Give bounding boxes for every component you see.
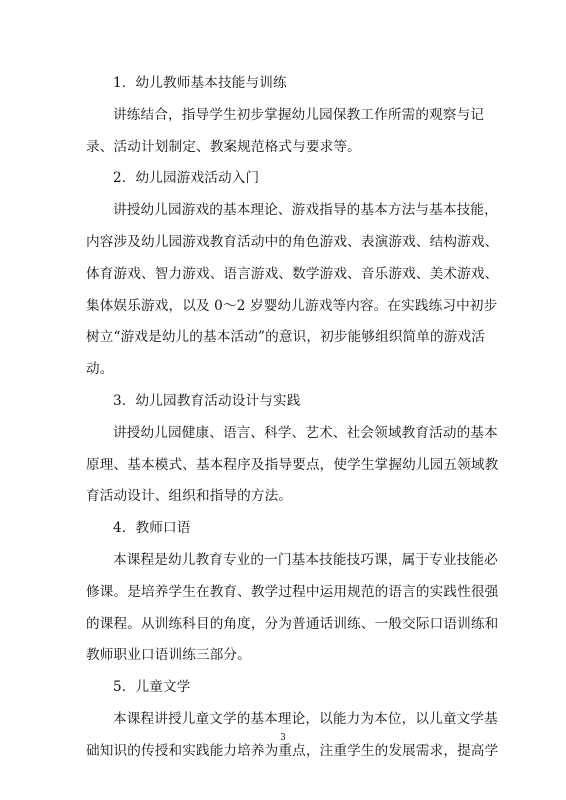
paragraph-line: 本课程讲授儿童文学的基本理论，以能力为本位，以儿童文学基 bbox=[113, 710, 498, 727]
paragraph-line: 体育游戏、智力游戏、语言游戏、数学游戏、音乐游戏、美术游戏、 bbox=[86, 265, 499, 282]
document-body bbox=[86, 68, 499, 768]
paragraph-line: 讲授幼儿园健康、语言、科学、艺术、社会领域教育活动的基本 bbox=[113, 424, 498, 441]
section-heading-5: 5．儿童文学 bbox=[113, 679, 191, 696]
paragraph-line: 原理、基本模式、基本程序及指导要点，使学生掌握幼儿园五领域教 bbox=[86, 456, 499, 473]
paragraph-line: 育活动设计、组织和指导的方法。 bbox=[86, 488, 293, 505]
section-heading-4: 4．教师口语 bbox=[113, 520, 191, 537]
paragraph-line: 树立“游戏是幼儿的基本活动”的意识，初步能够组织简单的游戏活 bbox=[86, 329, 486, 346]
paragraph-line: 动。 bbox=[86, 361, 114, 378]
paragraph-line: 录、活动计划制定、教案规范格式与要求等。 bbox=[86, 138, 361, 155]
paragraph-line: 集体娱乐游戏，以及 0～2 岁婴幼儿游戏等内容。在实践练习中初步 bbox=[86, 297, 498, 314]
paragraph-line: 本课程是幼儿教育专业的一门基本技能技巧课，属于专业技能必 bbox=[113, 551, 498, 568]
section-heading-1: 1．幼儿教师基本技能与训练 bbox=[113, 75, 287, 91]
page-number: 3 bbox=[280, 733, 286, 743]
paragraph-line: 讲授幼儿园游戏的基本理论、游戏指导的基本方法与基本技能， bbox=[113, 202, 498, 219]
paragraph-line: 础知识的传授和实践能力培养为重点，注重学生的发展需求，提高学 bbox=[86, 742, 499, 759]
section-heading-3: 3．幼儿园教育活动设计与实践 bbox=[113, 392, 301, 409]
paragraph-line: 教师职业口语训练三部分。 bbox=[86, 647, 251, 664]
paragraph-line: 讲练结合，指导学生初步掌握幼儿园保教工作所需的观察与记 bbox=[113, 106, 485, 123]
section-heading-2: 2．幼儿园游戏活动入门 bbox=[113, 170, 260, 187]
paragraph-line: 修课。是培养学生在教育、教学过程中运用规范的语言的实践性很强 bbox=[86, 583, 499, 600]
paragraph-line: 内容涉及幼儿园游戏教育活动中的角色游戏、表演游戏、结构游戏、 bbox=[86, 233, 499, 250]
paragraph-line: 的课程。从训练科目的角度，分为普通话训练、一般交际口语训练和 bbox=[86, 615, 499, 632]
